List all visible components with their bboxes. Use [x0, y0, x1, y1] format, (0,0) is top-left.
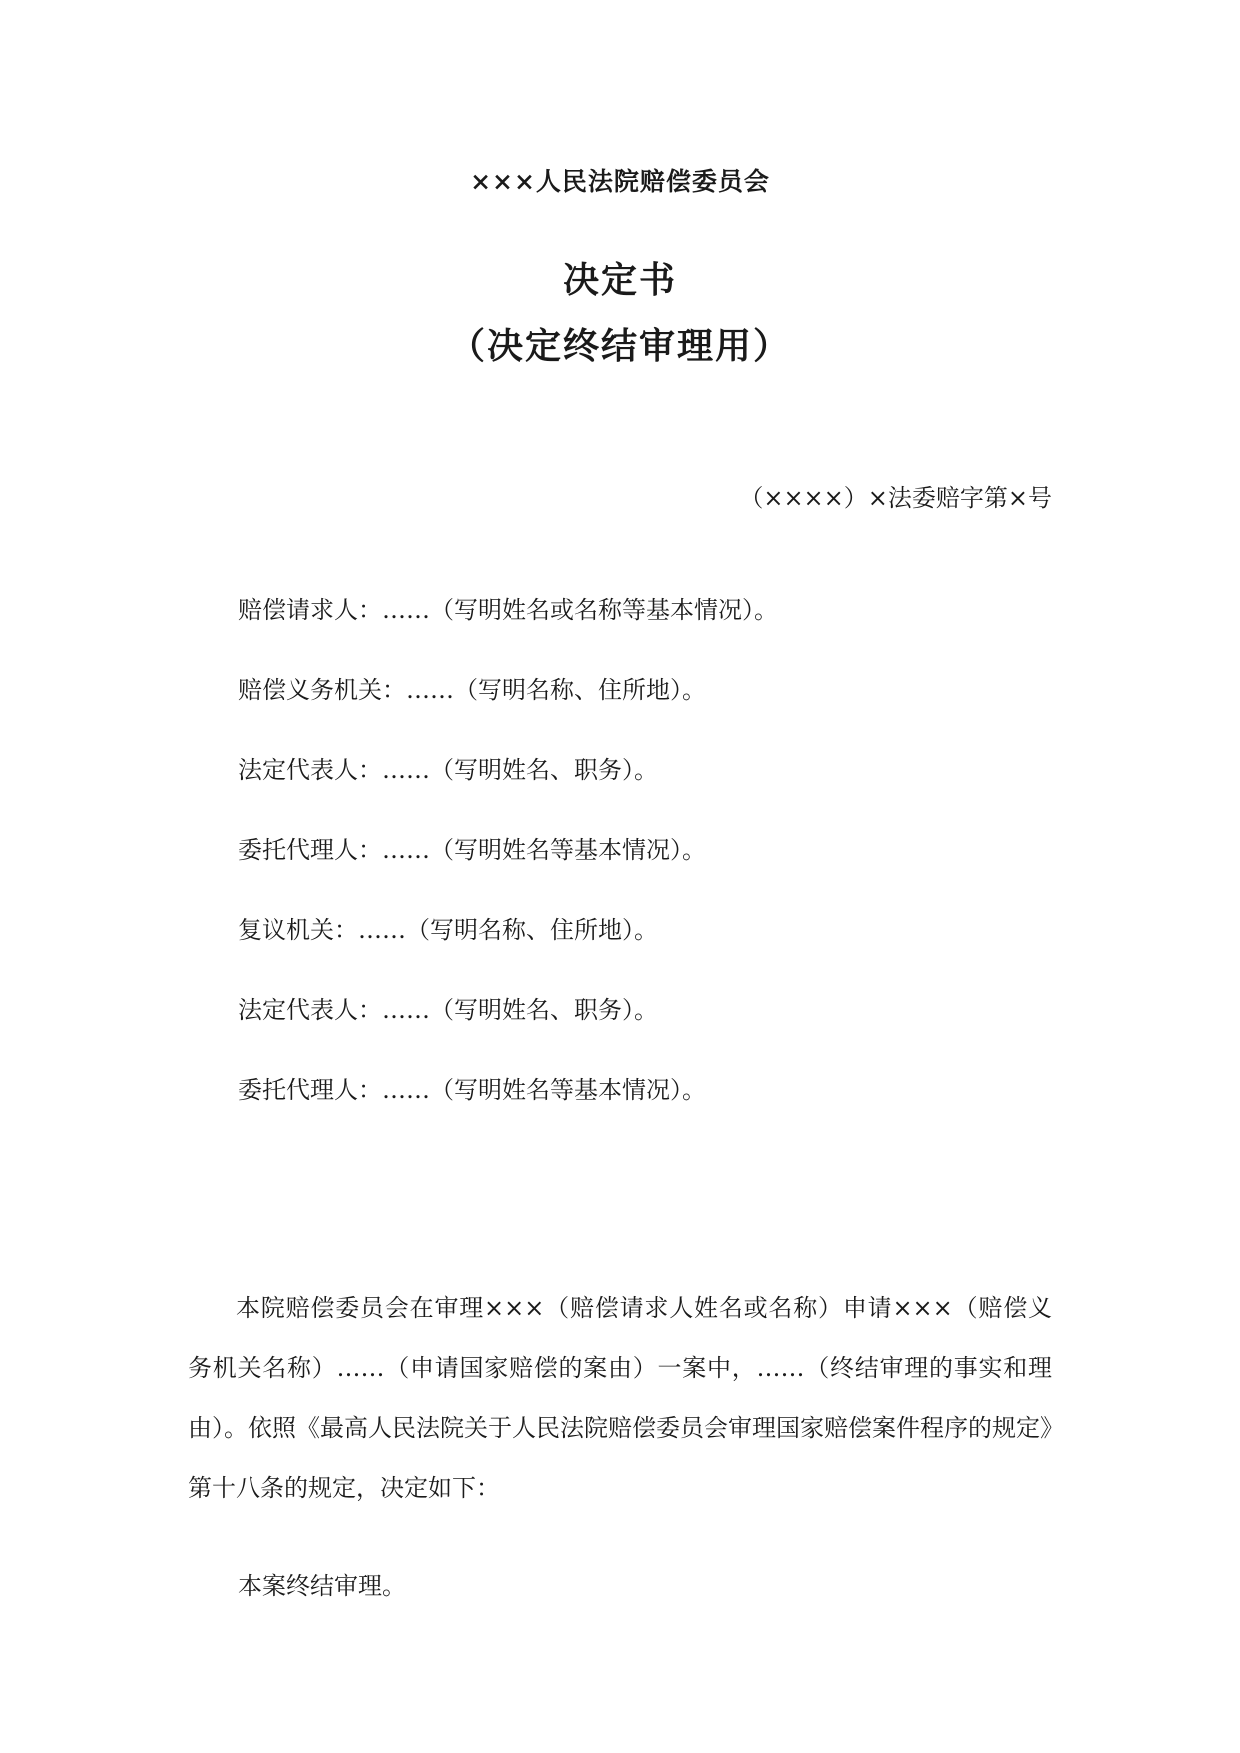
party-obligated-agency: 赔偿义务机关：……（写明名称、住所地）。: [238, 676, 706, 704]
party-review-authorized-agent: 委托代理人：……（写明姓名等基本情况）。: [238, 1076, 706, 1104]
party-review-agency: 复议机关：……（写明名称、住所地）。: [238, 916, 658, 944]
party-review-legal-representative: 法定代表人：……（写明姓名、职务）。: [238, 996, 658, 1024]
case-number: （××××）×法委赔字第×号: [739, 484, 1052, 512]
document-subtitle: （决定终结审理用）: [448, 325, 791, 367]
party-authorized-agent: 委托代理人：……（写明姓名等基本情况）。: [238, 836, 706, 864]
document-title: 决定书: [562, 259, 677, 301]
court-name: ×××人民法院赔偿委员会: [470, 167, 770, 196]
party-legal-representative: 法定代表人：……（写明姓名、职务）。: [238, 756, 658, 784]
body-paragraph: 本院赔偿委员会在审理×××（赔偿请求人姓名或名称）申请×××（赔偿义务机关名称）……（申请国家赔偿的案由）一案中，……（终结审理的事实和理由）。依照《最高人民法院关于人民法院赔偿委员会审理国家赔偿案件程序的规定》第十八条的规定，决定如下：: [188, 1294, 1052, 1502]
party-compensation-claimant: 赔偿请求人：……（写明姓名或名称等基本情况）。: [238, 596, 778, 624]
decision-text: 本案终结审理。: [238, 1572, 406, 1600]
